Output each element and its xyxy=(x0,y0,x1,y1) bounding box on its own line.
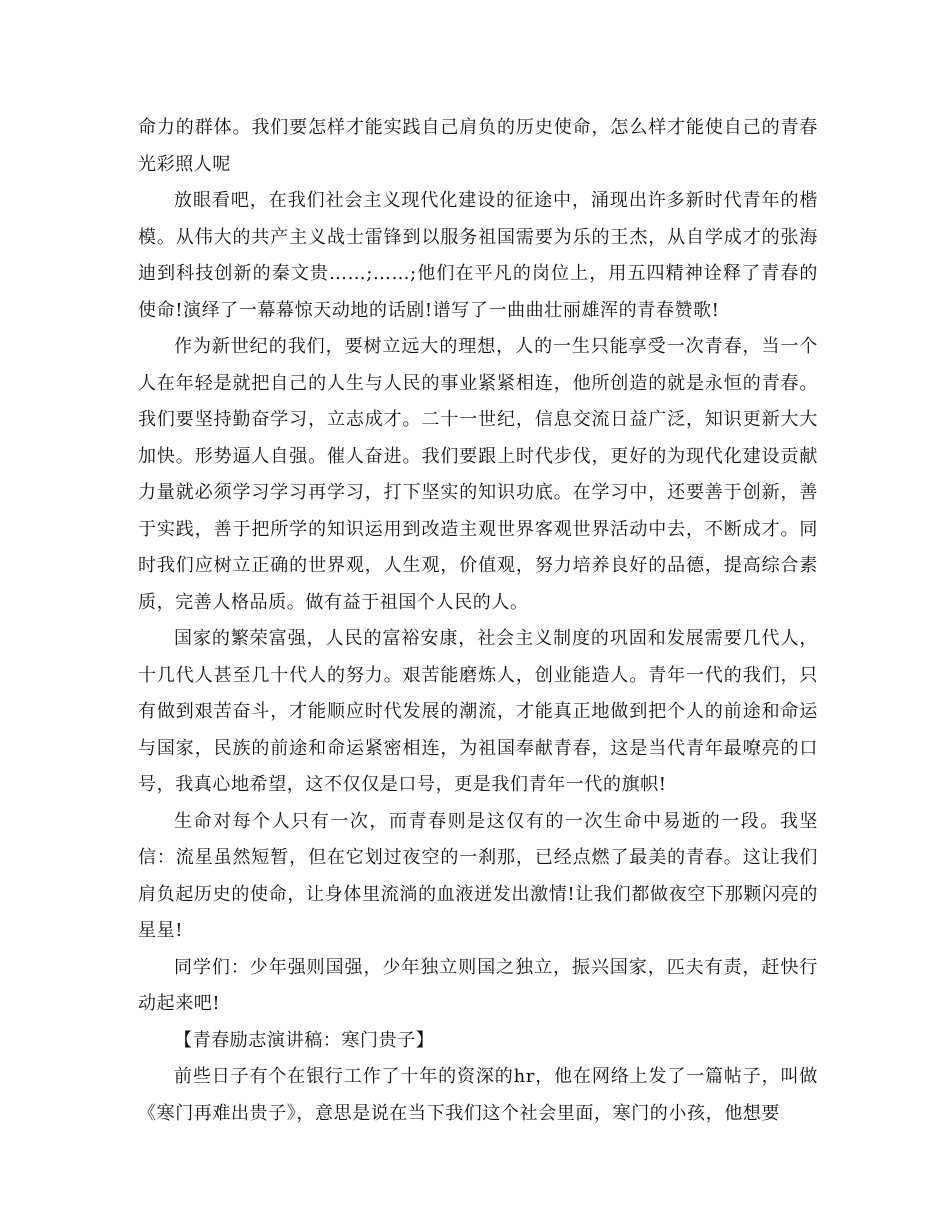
section-heading: 【青春励志演讲稿：寒门贵子】 xyxy=(174,1029,435,1051)
paragraph-national-prosperity: 国家的繁荣富强，人民的富裕安康，社会主义制度的巩固和发展需要几代人，十几代人甚至几十代人的努力。艰苦能磨炼人，创业能造人。青年一代的我们，只有做到艰苦奋斗，才能顺应时代发展的潮流，才能真正地做到把个人的前途和命运与国家，民族的前途和命运紧密相连，为祖国奉献青春，这是当代青年最嘹亮的口号，我真心地希望，这不仅仅是口号，更是我们青年一代的旗帜! xyxy=(138,628,818,795)
paragraph-hr-post: 前些日子有个在银行工作了十年的资深的hr，他在网络上发了一篇帖子，叫做《寒门再难出贵子》，意思是说在当下我们这个社会里面，寒门的小孩，他想要 xyxy=(138,1066,818,1124)
paragraph-life-and-youth: 生命对每个人只有一次，而青春则是这仅有的一次生命中易逝的一段。我坚信：流星虽然短暂，但在它划过夜空的一刹那，已经点燃了最美的青春。这让我们肩负起历史的使命，让身体里流淌的血液迸发出激情!让我们都做夜空下那颗闪亮的星星! xyxy=(138,810,818,941)
paragraph-role-models: 放眼看吧，在我们社会主义现代化建设的征途中，涌现出许多新时代青年的楷模。从伟大的共产主义战士雷锋到以服务祖国需要为乐的王杰，从自学成才的张海迪到科技创新的秦文贵……;……;他们在平凡的岗位上，用五四精神诠释了青春的使命!演绎了一幕幕惊天动地的话剧!谱写了一曲曲壮丽雄浑的青春赞歌! xyxy=(138,190,818,321)
paragraph-continuation: 命力的群体。我们要怎样才能实践自己肩负的历史使命，怎么样才能使自己的青春光彩照人呢 xyxy=(138,117,818,175)
paragraph-new-century: 作为新世纪的我们，要树立远大的理想，人的一生只能享受一次青春，当一个人在年轻是就把自己的人生与人民的事业紧紧相连，他所创造的就是永恒的青春。我们要坚持勤奋学习，立志成才。二十一世纪，信息交流日益广泛，知识更新大大加快。形势逼人自强。催人奋进。我们要跟上时代步伐，更好的为现代化建设贡献力量就必须学习学习再学习，打下坚实的知识功底。在学习中，还要善于创新，善于实践，善于把所学的知识运用到改造主观世界客观世界活动中去，不断成才。同时我们应树立正确的世界观，人生观，价值观，努力培养良好的品德，提高综合素质，完善人格品质。做有益于祖国个人民的人。 xyxy=(138,336,818,613)
paragraph-call-to-action: 同学们：少年强则国强，少年独立则国之独立，振兴国家，匹夫有责，赶快行动起来吧! xyxy=(138,956,818,1014)
document-body xyxy=(138,110,818,1132)
